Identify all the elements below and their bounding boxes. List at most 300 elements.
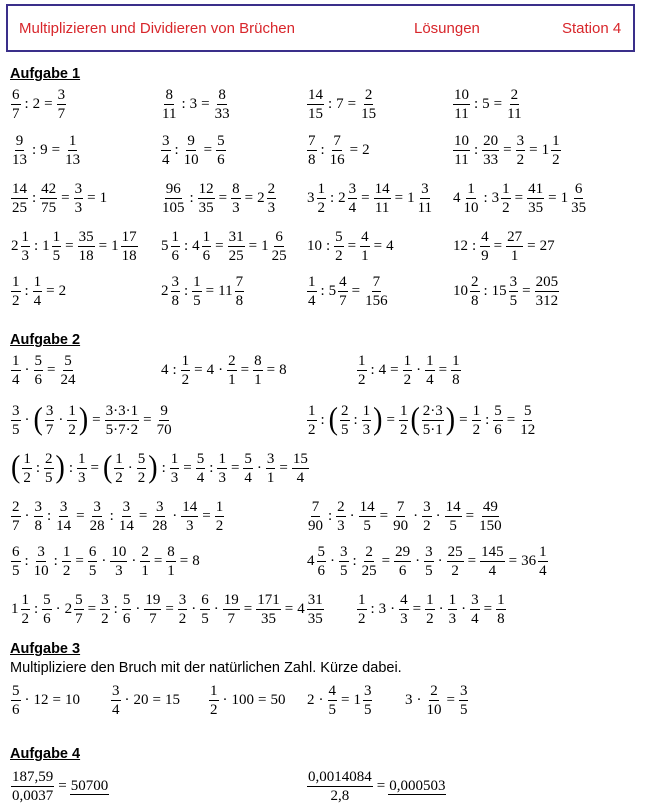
denominator: 4: [244, 469, 252, 486]
number: 2: [257, 190, 265, 206]
a1-equation-3-3: [306, 178, 434, 218]
denominator: 2: [210, 701, 218, 718]
a4-equation-2: [306, 766, 446, 806]
fraction: [506, 229, 523, 264]
denominator: 5: [509, 292, 518, 309]
denominator: 2,8: [330, 787, 350, 804]
numerator: 145: [481, 543, 504, 560]
numerator: 3: [340, 543, 348, 560]
operator: =: [506, 411, 516, 428]
a2-equation-1-1: [10, 350, 77, 390]
fraction: [340, 403, 350, 438]
fraction: [156, 403, 173, 438]
denominator: 35: [307, 610, 323, 627]
denominator: 2: [399, 421, 408, 438]
fraction: [472, 403, 482, 438]
denominator: 3: [337, 517, 345, 534]
fraction: [425, 592, 435, 627]
number: 15: [491, 283, 507, 299]
fraction: [215, 499, 225, 534]
number: 15: [164, 692, 180, 708]
operator: :: [320, 282, 325, 299]
fraction: [362, 403, 372, 438]
numerator: 3: [162, 132, 170, 149]
fraction: [253, 353, 263, 388]
denominator: 35: [528, 199, 544, 216]
fraction: [359, 499, 376, 534]
operator: =: [90, 459, 99, 476]
numerator: 5: [12, 682, 20, 699]
operator: :: [161, 459, 166, 476]
denominator: 28: [89, 517, 105, 534]
numerator: 3: [112, 682, 120, 699]
a1-equation-1-2: [160, 84, 232, 124]
number: 4: [386, 238, 394, 254]
numerator: 12: [198, 180, 214, 197]
denominator: 8: [34, 517, 42, 534]
operator: :: [485, 411, 490, 428]
operator: ·: [256, 459, 262, 476]
operator: =: [284, 600, 294, 617]
number: 7: [336, 96, 344, 112]
denominator: 105: [162, 199, 185, 216]
operator: =: [381, 552, 391, 569]
numerator: 1: [539, 543, 547, 560]
number: 3: [378, 601, 387, 617]
number: 1: [407, 190, 415, 206]
fraction: [417, 181, 433, 216]
denominator: 11: [454, 105, 469, 122]
denominator: 6: [398, 562, 407, 579]
denominator: 11: [162, 105, 177, 122]
numerator: 5: [217, 132, 225, 149]
denominator: 3: [78, 469, 86, 486]
denominator: 0,0037: [12, 787, 54, 804]
operator: ·: [127, 459, 133, 476]
numerator: 6: [574, 180, 583, 197]
numerator: 3: [93, 498, 101, 515]
denominator: 8: [308, 151, 316, 168]
fraction: [339, 544, 349, 579]
a2-equation-5-2: [306, 541, 549, 581]
numerator: 9: [160, 402, 168, 419]
fraction: [480, 229, 490, 264]
fraction: [198, 181, 215, 216]
operator: :: [53, 552, 58, 569]
a1-equation-5-2: [160, 271, 245, 311]
fraction: [105, 403, 140, 438]
number: 3: [307, 190, 315, 206]
a1-equation-3-2: [160, 178, 277, 218]
operator: :: [34, 600, 39, 617]
fraction: [64, 133, 81, 168]
denominator: 3: [186, 517, 194, 534]
operator: :: [189, 189, 194, 206]
numerator: 3: [74, 180, 83, 197]
a1-equation-2-4: [452, 130, 562, 170]
fraction: [11, 683, 21, 718]
operator: :: [109, 507, 114, 524]
a2-equation-1-2: [160, 350, 288, 390]
numerator: 10: [454, 132, 469, 149]
station-label: Station 4: [562, 20, 622, 37]
number: 1: [111, 238, 119, 254]
denominator: 28: [152, 517, 168, 534]
number: 2: [362, 142, 370, 158]
fraction: [399, 592, 409, 627]
denominator: 18: [121, 247, 137, 264]
fraction: [74, 181, 84, 216]
fraction: [55, 499, 72, 534]
operator: :: [209, 459, 214, 476]
operator: =: [373, 237, 383, 254]
fraction: [231, 181, 241, 216]
fraction: [459, 683, 469, 718]
a2-equation-2-2: [306, 400, 537, 440]
fraction: [482, 133, 499, 168]
fraction: [307, 403, 317, 438]
a1-equation-2-1: [10, 130, 82, 170]
denominator: 7: [75, 610, 83, 627]
operator: =: [341, 691, 350, 708]
fraction: [170, 451, 180, 486]
operator: =: [203, 141, 213, 158]
numerator: 19: [223, 591, 239, 608]
denominator: 1: [254, 371, 262, 388]
number: 5: [482, 96, 490, 112]
denominator: 75: [41, 199, 57, 216]
denominator: 4: [296, 469, 305, 486]
number: 1: [42, 238, 50, 254]
denominator: 7: [227, 610, 236, 627]
numerator: 8: [167, 543, 175, 560]
numerator: 1: [472, 402, 481, 419]
operator: =: [467, 552, 477, 569]
number: 4: [453, 190, 461, 206]
numerator: 3: [509, 273, 518, 290]
fraction: [448, 592, 458, 627]
fraction: [77, 451, 87, 486]
denominator: 4: [196, 469, 205, 486]
operator: =: [248, 237, 258, 254]
parenthesis: (: [102, 449, 113, 486]
fraction: [426, 683, 443, 718]
fraction: [307, 87, 324, 122]
denominator: 2: [21, 610, 29, 627]
denominator: 150: [479, 517, 502, 534]
operator: =: [58, 777, 67, 794]
numerator: 14: [445, 498, 461, 515]
fraction: [74, 592, 84, 627]
fraction: [501, 181, 511, 216]
operator: =: [522, 282, 531, 299]
denominator: 24: [60, 371, 76, 388]
denominator: 16: [329, 151, 345, 168]
fraction: [403, 353, 413, 388]
fraction: [256, 592, 281, 627]
denominator: 4: [12, 371, 20, 388]
operator: =: [75, 552, 84, 569]
denominator: 10: [183, 151, 199, 168]
number: 1: [261, 238, 269, 254]
number: 3: [491, 190, 500, 206]
a1-equation-4-3: [306, 226, 395, 266]
fraction: [122, 592, 132, 627]
denominator: 2: [472, 421, 481, 438]
denominator: 2: [403, 371, 412, 388]
fraction: [202, 229, 212, 264]
denominator: 8: [171, 292, 179, 309]
a1-equation-5-4: [452, 271, 560, 311]
numerator: 1: [218, 450, 226, 467]
numerator: 2: [141, 543, 149, 560]
numerator: 3: [425, 543, 433, 560]
fraction: [535, 274, 560, 309]
numerator: 1: [52, 228, 61, 245]
fraction: [336, 499, 346, 534]
fraction: [348, 181, 358, 216]
operator: :: [483, 189, 488, 206]
fraction: [214, 87, 231, 122]
operator: :: [184, 237, 189, 254]
number: 3: [405, 692, 413, 708]
fraction: [40, 181, 57, 216]
parenthesis: (: [328, 401, 338, 438]
a1-equation-1-1: [10, 84, 67, 124]
numerator: 1: [403, 352, 412, 369]
denominator: 10: [33, 562, 49, 579]
operator: =: [46, 282, 55, 299]
fraction: [217, 451, 227, 486]
fraction: [111, 683, 121, 718]
operator: :: [353, 411, 358, 428]
parenthesis: ): [55, 449, 65, 486]
number: 50: [270, 692, 286, 708]
fraction: [140, 544, 150, 579]
numerator: 1: [62, 543, 71, 560]
numerator: 5: [137, 450, 146, 467]
operator: =: [61, 189, 70, 206]
denominator: 1: [228, 371, 236, 388]
fraction: [399, 403, 409, 438]
operator: =: [183, 459, 192, 476]
numerator: 8: [218, 86, 226, 103]
fraction: [235, 274, 245, 309]
denominator: 1: [510, 247, 519, 264]
fraction: [21, 592, 31, 627]
operator: =: [483, 600, 493, 617]
numerator: 1: [78, 450, 86, 467]
parenthesis: ): [445, 401, 456, 438]
operator: ·: [416, 361, 422, 378]
operator: ·: [131, 552, 137, 569]
operator: ·: [191, 600, 197, 617]
numerator: 3·3·1: [105, 402, 139, 419]
denominator: 5: [363, 701, 372, 718]
numerator: 1: [12, 352, 20, 369]
numerator: 1: [358, 352, 366, 369]
fraction: [363, 683, 373, 718]
numerator: 6: [12, 543, 20, 560]
parenthesis: (: [410, 401, 420, 438]
numerator: 35: [78, 228, 94, 245]
numerator: 5: [317, 543, 325, 560]
parenthesis: (: [11, 449, 21, 486]
operator: =: [459, 411, 468, 428]
operator: :: [330, 189, 335, 206]
numerator: 3: [12, 402, 20, 419]
heading-aufgabe-4: Aufgabe 4: [10, 746, 81, 762]
denominator: 25: [271, 247, 287, 264]
numerator: 1: [426, 352, 434, 369]
denominator: 156: [365, 292, 388, 309]
number: 3: [189, 96, 198, 112]
fraction: [328, 683, 338, 718]
fraction: [470, 592, 480, 627]
fraction: [181, 499, 198, 534]
fraction: [292, 451, 309, 486]
fraction: [453, 133, 470, 168]
fraction: [144, 592, 161, 627]
operator: =: [351, 282, 361, 299]
operator: =: [51, 141, 61, 158]
operator: :: [472, 237, 477, 254]
a3-equation-5: [404, 680, 469, 720]
denominator: 7: [45, 421, 54, 438]
operator: =: [258, 691, 267, 708]
numerator: 1: [181, 352, 190, 369]
numerator: 3: [516, 132, 525, 149]
numerator: 20: [483, 132, 499, 149]
numerator: 14: [12, 180, 27, 197]
denominator: 4: [308, 292, 316, 309]
parenthesis: ): [373, 401, 383, 438]
denominator: 6: [317, 562, 325, 579]
number: 2: [64, 601, 73, 617]
operator: :: [35, 459, 40, 476]
number: 4: [378, 362, 387, 378]
a3-equation-4: [306, 680, 373, 720]
operator: =: [361, 189, 370, 206]
operator: :: [113, 600, 118, 617]
fraction: [171, 229, 181, 264]
numerator: 6: [12, 86, 20, 103]
a2-equation-3-1: [10, 448, 310, 488]
numerator: 1: [552, 132, 560, 149]
numerator: 9: [187, 132, 195, 149]
fraction: [493, 403, 503, 438]
numerator: 3: [37, 543, 45, 560]
operator: ·: [435, 507, 441, 524]
denominator: 7: [339, 292, 347, 309]
denominator: 9: [481, 247, 489, 264]
numerator: 3: [363, 682, 372, 699]
denominator: 5: [12, 562, 20, 579]
operator: :: [34, 237, 39, 254]
denominator: 2: [137, 469, 146, 486]
operator: ·: [124, 691, 130, 708]
fraction: [209, 683, 219, 718]
parenthesis: (: [33, 401, 43, 438]
number: 10: [453, 283, 468, 299]
operator: =: [44, 95, 53, 112]
numerator: 6: [275, 228, 283, 245]
denominator: 2: [215, 517, 224, 534]
denominator: 35: [261, 610, 276, 627]
operator: :: [328, 95, 333, 112]
denominator: 2: [308, 421, 316, 438]
fraction: [118, 499, 135, 534]
number: 1: [560, 190, 569, 206]
operator: =: [205, 282, 215, 299]
denominator: 5: [459, 701, 468, 718]
fraction: [307, 274, 317, 309]
numerator: 2: [510, 86, 519, 103]
fraction: [33, 544, 50, 579]
fraction: [223, 592, 240, 627]
fraction: [100, 592, 110, 627]
numerator: 3: [156, 498, 164, 515]
numerator: 25: [447, 543, 463, 560]
numerator: 42: [41, 180, 57, 197]
denominator: 7: [12, 105, 20, 122]
fraction: [44, 451, 54, 486]
operator: ·: [416, 691, 422, 708]
fraction: [11, 544, 21, 579]
heading-aufgabe-1: Aufgabe 1: [10, 66, 81, 82]
operator: :: [32, 141, 37, 158]
operator: =: [529, 141, 538, 158]
fraction: [307, 592, 324, 627]
fraction: [266, 451, 276, 486]
a1-equation-3-4: [452, 178, 588, 218]
denominator: 6: [171, 247, 179, 264]
number: 8: [192, 553, 200, 569]
fraction: [317, 544, 327, 579]
fraction: [33, 274, 43, 309]
fraction: [422, 403, 444, 438]
numerator: 5: [494, 402, 502, 419]
numerator: 10: [454, 86, 469, 103]
denominator: 15: [308, 105, 323, 122]
denominator: 3: [170, 469, 179, 486]
a2-equation-6-2: [356, 589, 507, 629]
numerator: 31: [307, 591, 323, 608]
denominator: 12: [520, 421, 536, 438]
numerator: 3: [59, 498, 68, 515]
numerator: 7: [396, 498, 405, 515]
fraction: [192, 274, 202, 309]
fraction: [11, 274, 21, 309]
denominator: 5: [328, 701, 336, 718]
number: 2: [11, 238, 19, 254]
denominator: 6: [217, 151, 225, 168]
numerator: 14: [359, 498, 375, 515]
number: 2: [161, 283, 169, 299]
operator: =: [202, 507, 211, 524]
fraction: [21, 229, 31, 264]
operator: ·: [135, 600, 141, 617]
a4-equation-1: [10, 766, 109, 806]
number: 8: [279, 362, 287, 378]
numerator: 5: [34, 352, 42, 369]
numerator: 3: [171, 273, 179, 290]
numerator: 3: [122, 498, 131, 515]
operator: =: [138, 507, 148, 524]
operator: :: [68, 459, 73, 476]
denominator: 6: [34, 371, 42, 388]
operator: ·: [413, 507, 419, 524]
